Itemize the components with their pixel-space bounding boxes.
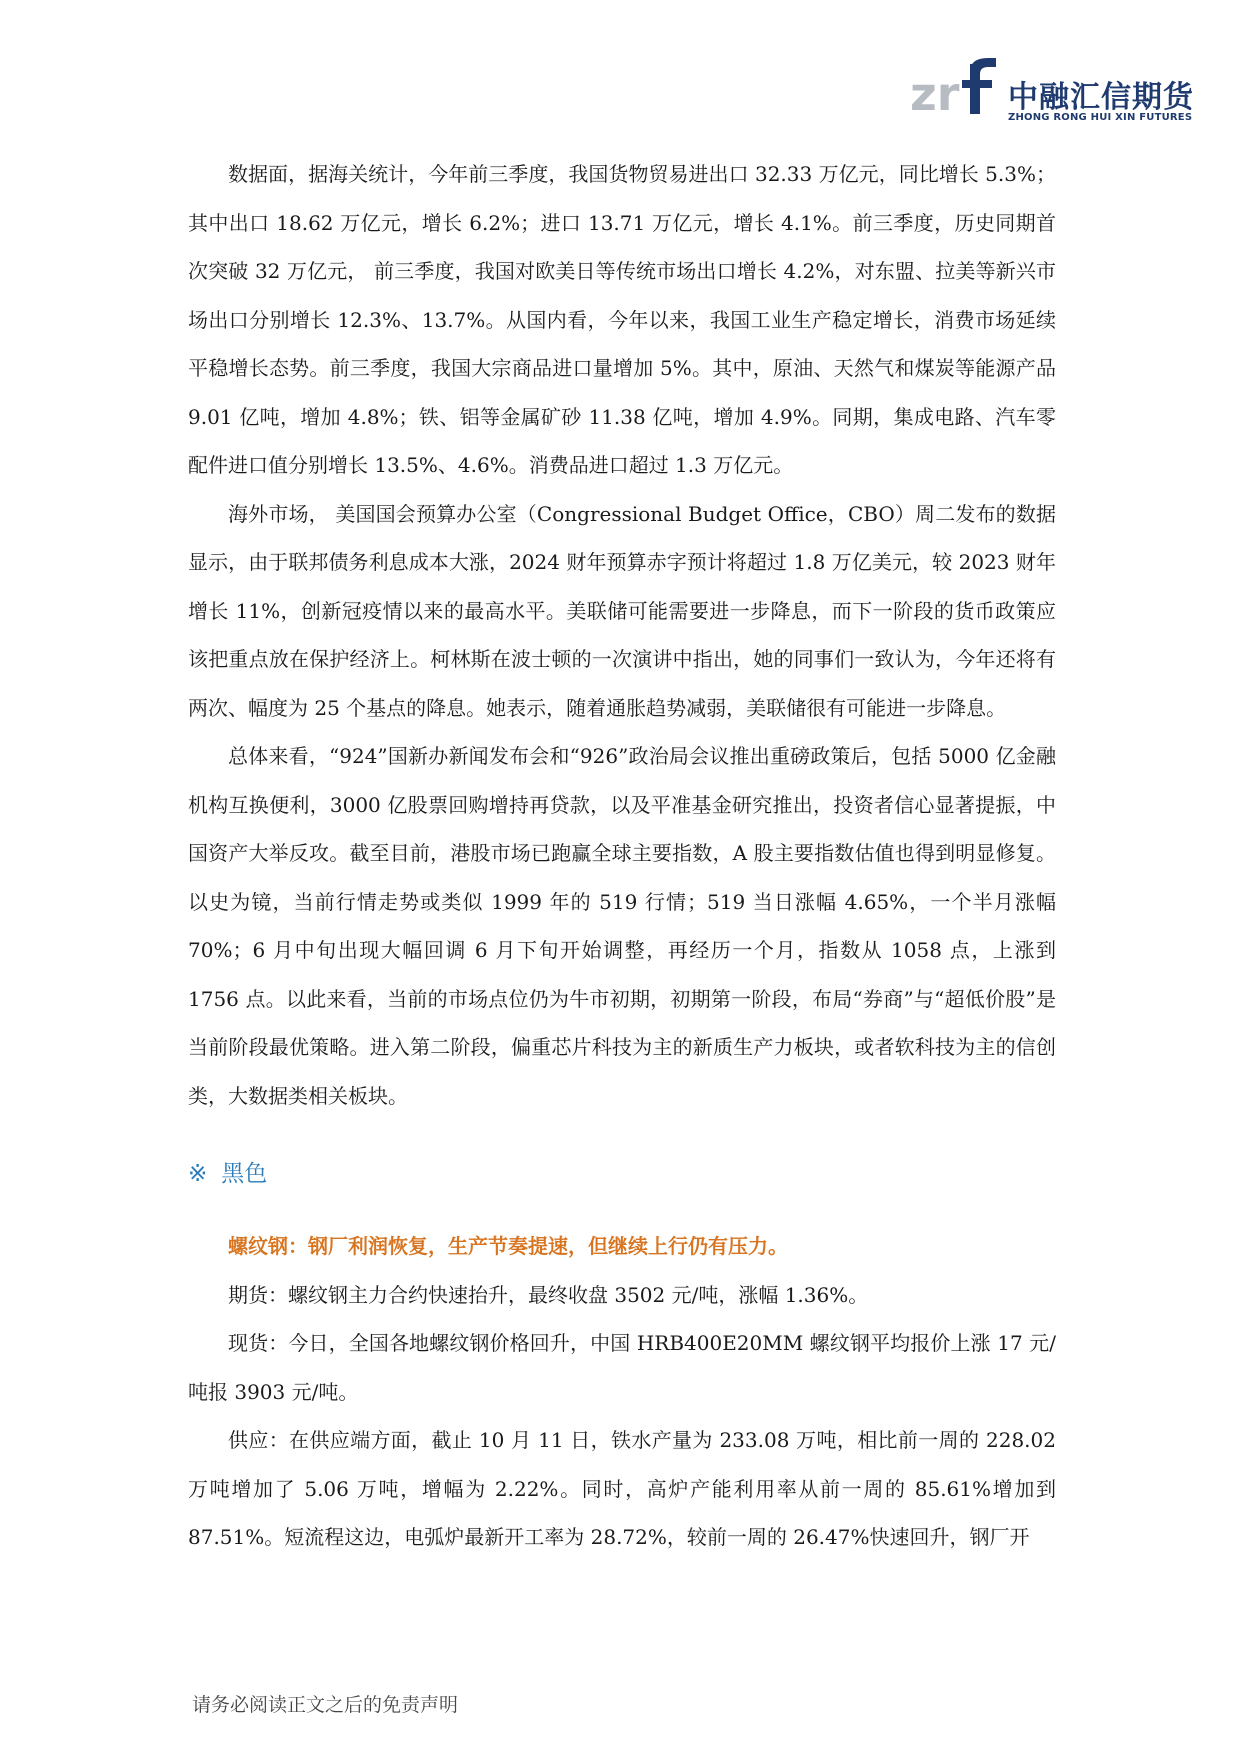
report-body — [188, 150, 1056, 1562]
zrf-logo-icon — [910, 58, 1002, 122]
section-heading-black — [188, 1150, 1056, 1198]
paragraph-futures: 期货：螺纹钢主力合约快速抬升，最终收盘 3502 元/吨，涨幅 1.36%。 — [228, 1282, 869, 1307]
rebar-subtitle: 螺纹钢：钢厂利润恢复，生产节奏提速，但继续上行仍有压力。 — [228, 1234, 788, 1258]
paragraph-summary: 总体来看，“924”国新办新闻发布会和“926”政治局会议推出重磅政策后，包括 5000 亿金融机构互换便利，3000 亿股票回购增持再贷款，以及平准基金研究推出，投资者信心显著提振，中国资产大举反攻。截至目前，港股市场已跑赢全球主要指数，A 股主要指数估值也得到明显修复。以史为镜，当前行情走势或类似 1999 年的 519 行情；519 当日涨幅 4.65%，一个半月涨幅 70%；6 月中旬出现大幅回调 6 月下旬开始调整，再经历一个月，指数从 1058 点，上涨到 1756 点。以此来看，当前的市场点位仍为牛市初期，初期第一阶段，布局“券商”与“超低价股”是当前阶段最优策略。进入第二阶段，偏重芯片科技为主的新质生产力板块，或者软科技为主的信创类，大数据类相关板块。 — [188, 744, 1056, 1108]
footer-disclaimer: 请务必阅读正文之后的免责声明 — [192, 1694, 459, 1716]
logo-chinese-name: 中融汇信期货 — [1008, 80, 1194, 115]
svg-text:zr: zr — [910, 67, 960, 121]
paragraph-overseas-market: 海外市场， 美国国会预算办公室（Congressional Budget Office，CBO）周二发布的数据显示，由于联邦债务利息成本大涨，2024 财年预算赤字预计将超过 1.8 万亿美元，较 2023 财年增长 11%，创新冠疫情以来的最高水平。美联储可能需要进一步降息，而下一阶段的货币政策应该把重点放在保护经济上。柯林斯在波士顿的一次演讲中指出，她的同事们一致认为，今年还将有两次、幅度为 25 个基点的降息。她表示，随着通胀趋势减弱，美联储很有可能进一步降息。 — [188, 501, 1056, 720]
section-title-text: 黑色 — [221, 1161, 268, 1187]
paragraph-spot: 现货：今日，全国各地螺纹钢价格回升，中国 HRB400E20MM 螺纹钢平均报价上涨 17 元/吨报 3903 元/吨。 — [188, 1331, 1056, 1404]
company-logo — [910, 58, 1210, 128]
paragraph-supply: 供应：在供应端方面，截止 10 月 11 日，铁水产量为 233.08 万吨，相比前一周的 228.02 万吨增加了 5.06 万吨，增幅为 2.22%。同时，高炉产能利用率从前一周的 85.61%增加到 87.51%。短流程这边，电弧炉最新开工率为 28.72%，较前一周的 26.47%快速回升，钢厂开 — [188, 1428, 1056, 1549]
reference-mark-icon: ※ — [188, 1161, 208, 1187]
paragraph-data-overview: 数据面，据海关统计，今年前三季度，我国货物贸易进出口 32.33 万亿元，同比增长 5.3%；其中出口 18.62 万亿元，增长 6.2%；进口 13.71 万亿元，增长 4.1%。前三季度，历史同期首次突破 32 万亿元， 前三季度，我国对欧美日等传统市场出口增长 4.2%，对东盟、拉美等新兴市场出口分别增长 12.3%、13.7%。从国内看，今年以来，我国工业生产稳定增长，消费市场延续平稳增长态势。前三季度，我国大宗商品进口量增加 5%。其中，原油、天然气和煤炭等能源产品 9.01 亿吨，增加 4.8%；铁、铝等金属矿砂 11.38 亿吨，增加 4.9%。同期，集成电路、汽车零配件进口值分别增长 13.5%、4.6%。消费品进口超过 1.3 万亿元。 — [188, 162, 1056, 477]
logo-english-name: ZHONG RONG HUI XIN FUTURES — [1008, 112, 1193, 123]
